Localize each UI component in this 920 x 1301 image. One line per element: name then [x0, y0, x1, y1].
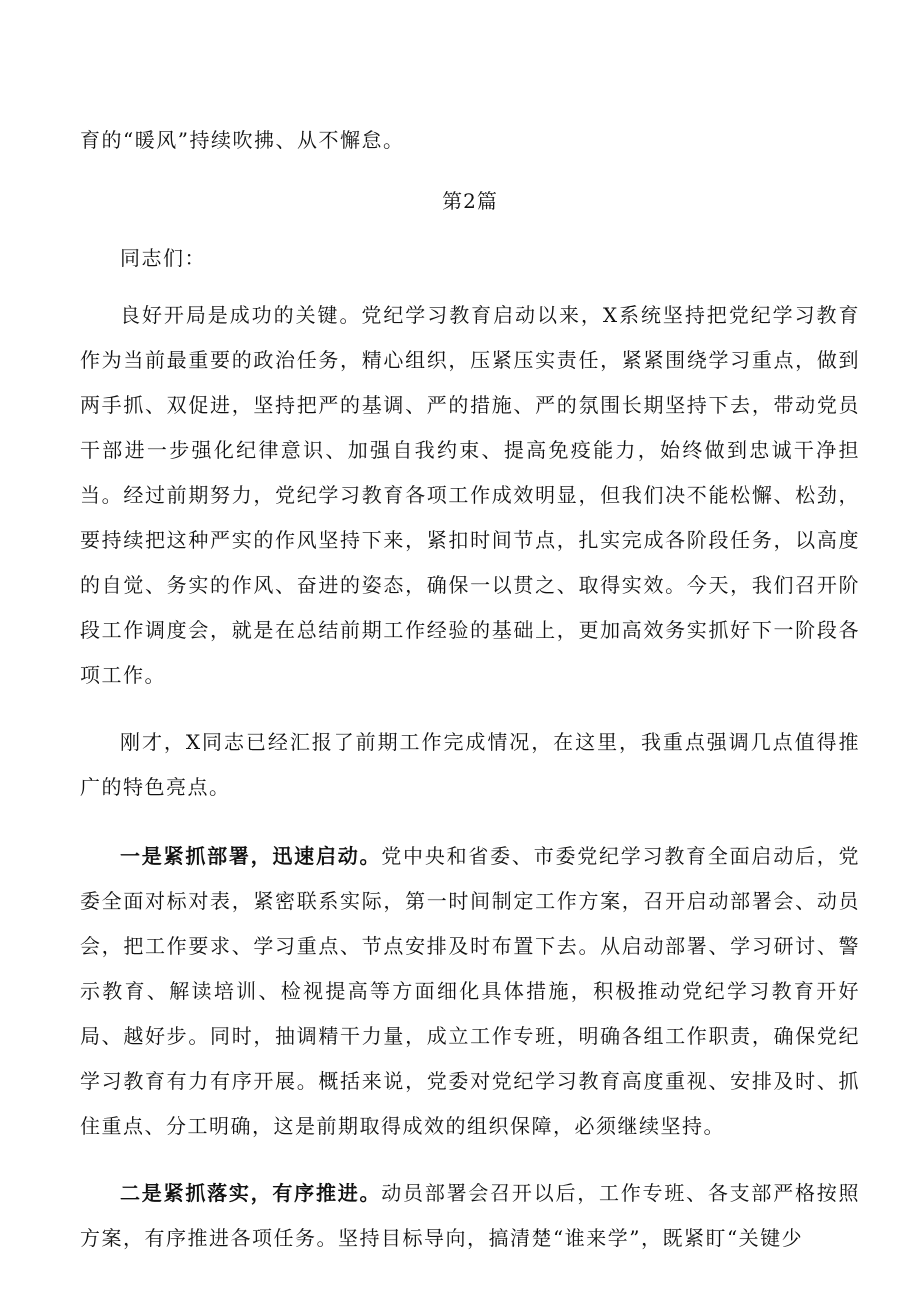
section-title: 第2篇 — [442, 189, 498, 213]
point-1-paragraph — [80, 834, 860, 1149]
point-1-body: 党中央和省委、市委党纪学习教育全面启动后，党委全面对标对表，紧密联系实际，第一时间制定工作方案，召开启动部署会、动员会，把工作要求、学习重点、节点安排及时布置下去。从启动部署、学习研讨、警示教育、解读培训、检视提高等方面细化具体措施，积极推动党纪学习教育开好局、越好步。同时，抽调精干力量，成立工作专班，明确各组工作职责，确保党纪学习教育有力有序开展。概括来说，党委对党纪学习教育高度重视、安排及时、抓住重点、分工明确，这是前期取得成效的组织保障，必须继续坚持。 — [80, 844, 861, 1138]
continuation-text: 育的“暖风”持续吹拂、从不懈怠。 — [80, 128, 405, 152]
point-2-paragraph — [80, 1171, 860, 1261]
point-2-body: 动员部署会召开以后，工作专班、各支部严格按照方案，有序推进各项任务。坚持目标导向，搞清楚“谁来学”，既紧盯“关键少 — [80, 1181, 861, 1250]
point-2-heading: 二是紧抓落实，有序推进。 — [120, 1181, 382, 1205]
point-1-heading: 一是紧抓部署，迅速启动。 — [120, 844, 382, 868]
paragraph-opening: 良好开局是成功的关键。党纪学习教育启动以来，X系统坚持把党纪学习教育作为当前最重要的政治任务，精心组织，压紧压实责任，紧紧围绕学习重点，做到两手抓、双促进，坚持把严的基调、严的措施、严的氛围长期坚持下去，带动党员干部进一步强化纪律意识、加强自我约束、提高免疫能力，始终做到忠诚干净担当。经过前期努力，党纪学习教育各项工作成效明显，但我们决不能松懈、松劲，要持续把这种严实的作风坚持下来，紧扣时间节点，扎实完成各阶段任务，以高度的自觉、务实的作风、奋进的姿态，确保一以贯之、取得实效。今天，我们召开阶段工作调度会，就是在总结前期工作经验的基础上，更加高效务实抓好下一阶段各项工作。 — [80, 303, 860, 687]
paragraph-report: 刚才，X同志已经汇报了前期工作完成情况，在这里，我重点强调几点值得推广的特色亮点。 — [80, 730, 860, 799]
salutation: 同志们： — [120, 246, 206, 270]
